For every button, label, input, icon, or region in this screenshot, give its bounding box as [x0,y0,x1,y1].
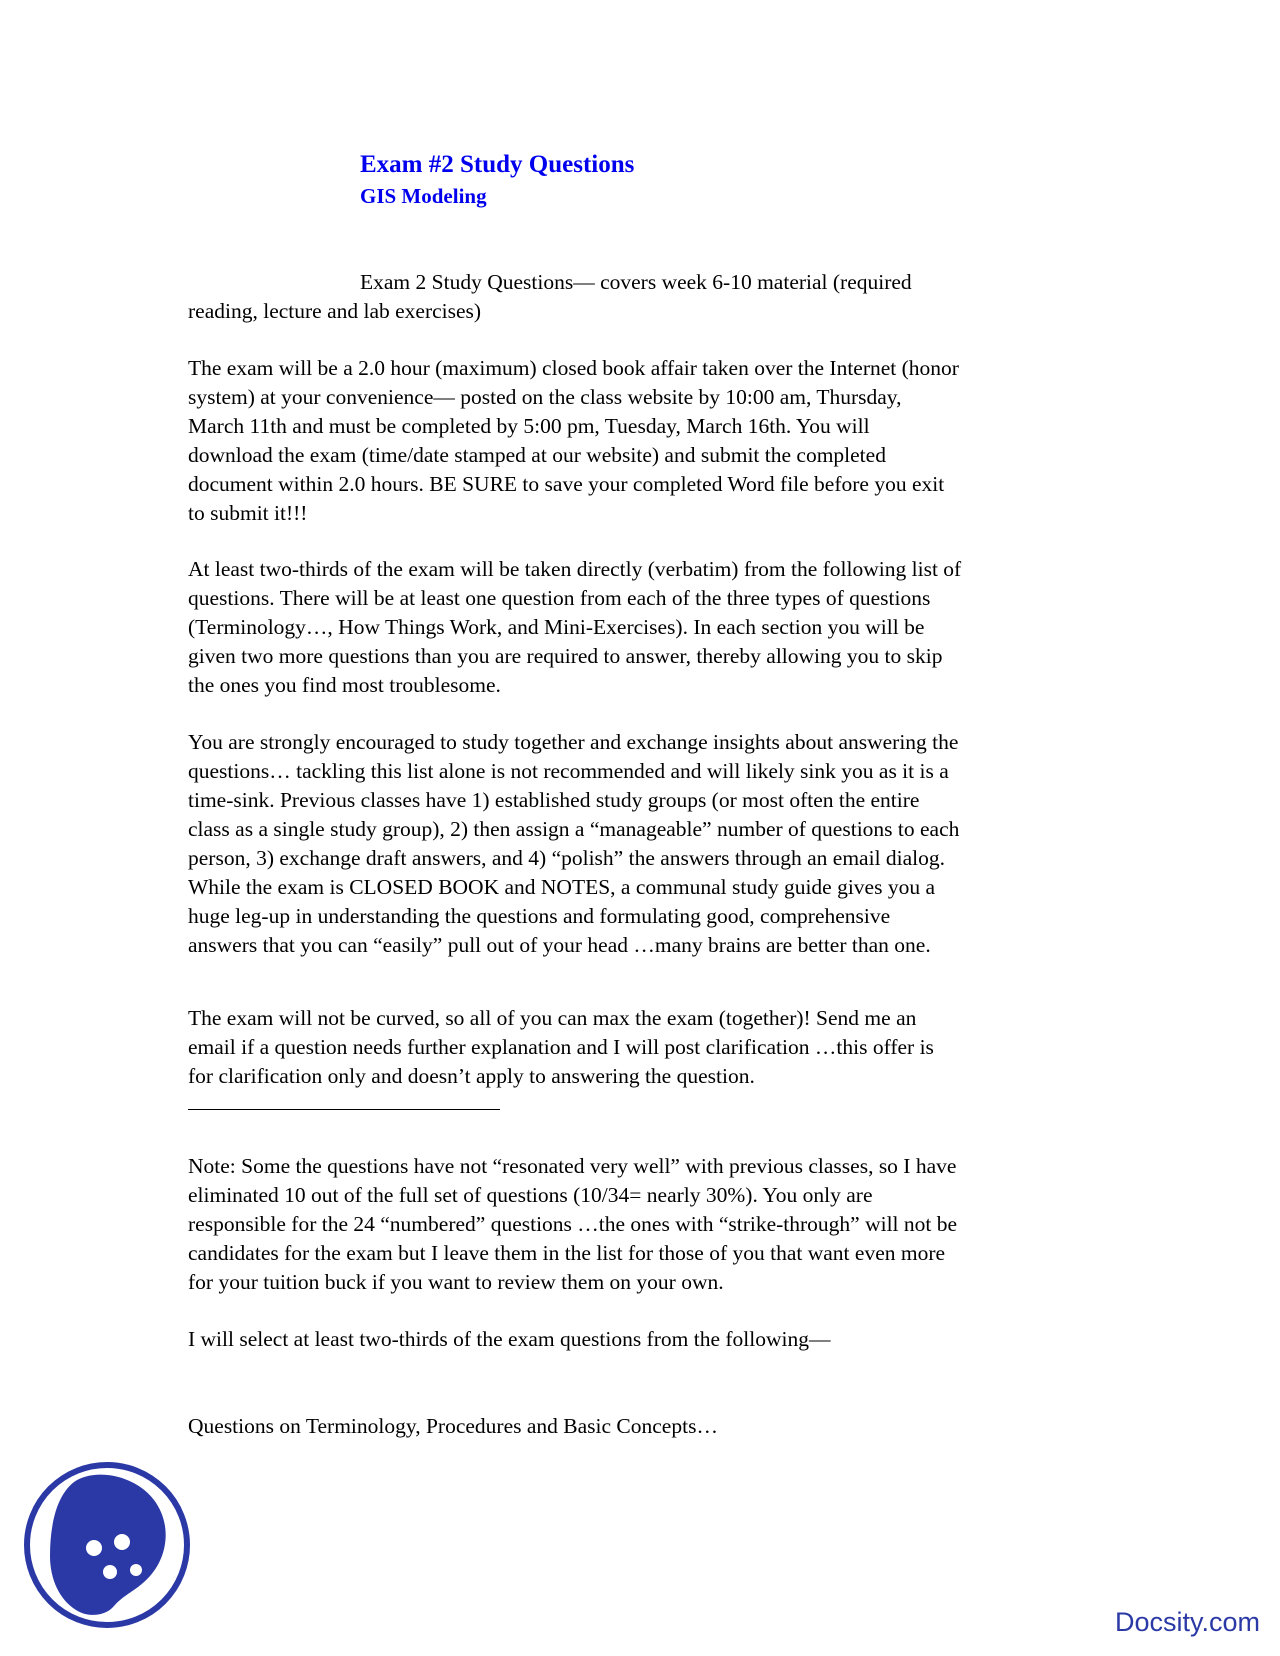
text-line: for your tuition buck if you want to review them on your own. [188,1270,724,1294]
text-line: for clarification only and doesn’t apply to answering the question. [188,1064,755,1088]
text-line: answers that you can “easily” pull out of your head …many brains are better than one. [188,933,931,957]
study-groups-paragraph [188,728,1108,960]
text-line: responsible for the 24 “numbered” questions …the ones with “strike-through” will not be [188,1212,958,1236]
exam-format-paragraph [188,354,1108,528]
text-line: Exam 2 Study Questions— covers week 6-10 material (required [360,270,912,294]
text-line: given two more questions than you are required to answer, thereby allowing you to skip [188,644,943,668]
text-line: the ones you find most troublesome. [188,673,501,697]
note-paragraph [188,1152,1108,1297]
text-line: March 11th and must be completed by 5:00 pm, Tuesday, March 16th. You will [188,414,870,438]
text-line: to submit it!!! [188,501,308,525]
selection-statement [188,1325,1108,1354]
text-line: Note: Some the questions have not “resonated very well” with previous classes, so I have [188,1154,957,1178]
text-line: time-sink. Previous classes have 1) established study groups (or most often the entire [188,788,920,812]
text-line: questions… tackling this list alone is not recommended and will likely sink you as it is a [188,759,949,783]
text-line: class as a single study group), 2) then assign a “manageable” number of questions to each [188,817,960,841]
text-line: system) at your convenience— posted on the class website by 10:00 am, Thursday, [188,385,902,409]
text-line: While the exam is CLOSED BOOK and NOTES, a communal study guide gives you a [188,875,936,899]
text-line: candidates for the exam but I leave them in the list for those of you that want even more [188,1241,946,1265]
text-line: You are strongly encouraged to study together and exchange insights about answering the [188,730,959,754]
page-title: Exam #2 Study Questions [360,151,635,178]
text-line: huge leg-up in understanding the questions and formulating good, comprehensive [188,904,891,928]
text-line: eliminated 10 out of the full set of questions (10/34= nearly 30%). You only are [188,1183,873,1207]
section-divider [188,1109,500,1110]
text-line: I will select at least two-thirds of the exam questions from the following— [188,1327,831,1351]
text-line: The exam will not be curved, so all of you can max the exam (together)! Send me an [188,1006,917,1030]
text-line: questions. There will be at least one question from each of the three types of questions [188,586,931,610]
text-line: Questions on Terminology, Procedures and Basic Concepts… [188,1414,718,1438]
text-line: document within 2.0 hours. BE SURE to save your completed Word file before you exit [188,472,945,496]
section-heading [188,1412,1108,1441]
text-line: person, 3) exchange draft answers, and 4) “polish” the answers through an email dialog. [188,846,946,870]
text-line: email if a question needs further explanation and I will post clarification …this offer is [188,1035,934,1059]
page-subtitle: GIS Modeling [360,184,487,208]
grading-paragraph [188,1004,1108,1091]
text-line: download the exam (time/date stamped at our website) and submit the completed [188,443,886,467]
question-selection-paragraph [188,555,1108,700]
intro-paragraph [188,268,1108,326]
docsity-logo-icon [22,1460,192,1630]
text-line: reading, lecture and lab exercises) [188,299,482,323]
text-line: At least two-thirds of the exam will be taken directly (verbatim) from the following list of [188,557,962,581]
text-line: The exam will be a 2.0 hour (maximum) closed book affair taken over the Internet (honor [188,356,959,380]
text-line: (Terminology…, How Things Work, and Mini-Exercises). In each section you will be [188,615,925,639]
docsity-brand-text[interactable]: Docsity.com [1114,1607,1260,1637]
